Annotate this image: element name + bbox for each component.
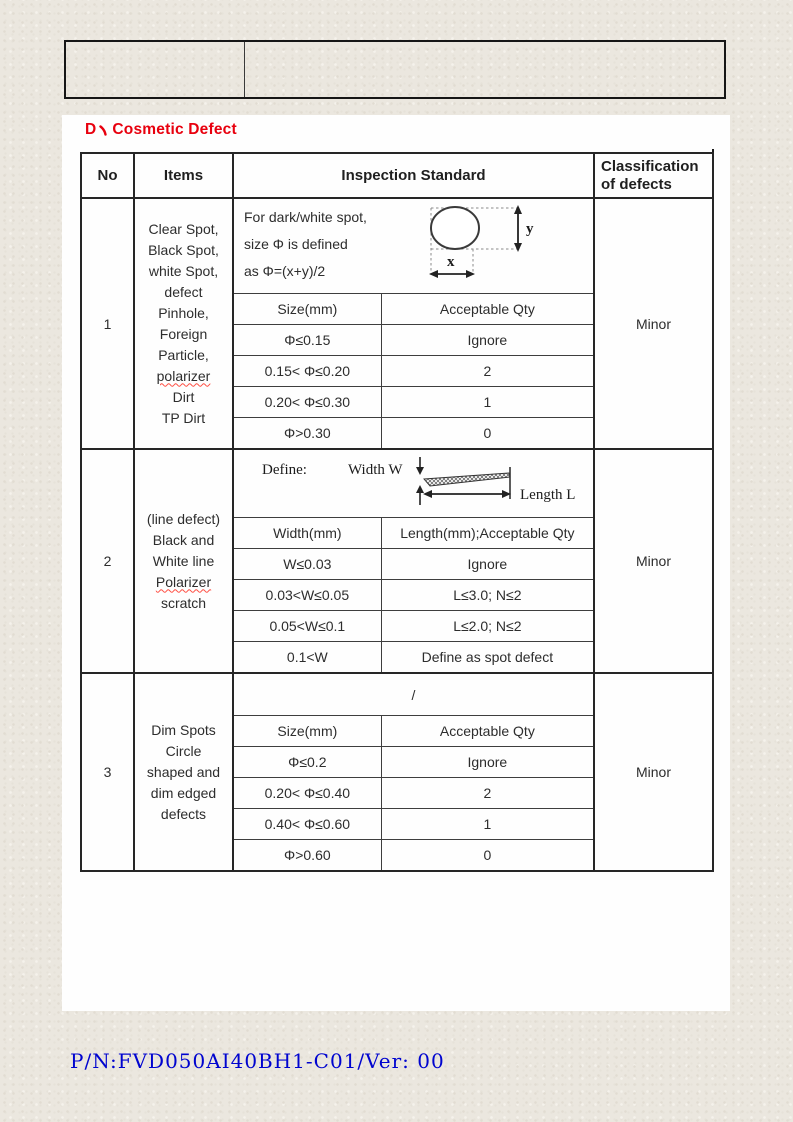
row-inspection-standard: [233, 449, 594, 673]
items-line: polarizer: [156, 367, 211, 384]
items-line: Particle,: [158, 346, 209, 363]
section-title-prefix: D: [85, 121, 97, 138]
row-items: [134, 673, 233, 871]
y-label: y: [526, 221, 534, 237]
sub-header-qty: Acceptable Qty: [381, 294, 593, 325]
document-header-box: [64, 40, 726, 99]
sub-header-row: [234, 716, 593, 747]
acceptable-qty: 0: [381, 418, 593, 449]
row-items: [134, 198, 233, 449]
ideographic-comma-icon: [98, 124, 109, 137]
width-range: 0.05<W≤0.1: [234, 611, 381, 642]
items-line: Polarizer: [155, 573, 212, 590]
items-line: Dirt: [172, 388, 195, 405]
items-line: scratch: [160, 594, 207, 611]
dim-spot-criteria-table: [234, 674, 593, 870]
acceptable-qty: L≤3.0; N≤2: [381, 580, 593, 611]
row-number: 3: [81, 673, 134, 871]
sub-row: [234, 809, 593, 840]
items-line: Black and: [152, 531, 215, 548]
col-header-items: Items: [134, 153, 233, 198]
width-label: Width W: [348, 462, 403, 478]
acceptable-qty: 1: [381, 809, 593, 840]
items-line: dim edged: [150, 784, 217, 801]
note-line: size Φ is defined: [244, 236, 348, 252]
items-line: TP Dirt: [161, 409, 206, 426]
sub-row: [234, 356, 593, 387]
width-range: 0.03<W≤0.05: [234, 580, 381, 611]
sub-row: [234, 549, 593, 580]
size-range: Φ>0.60: [234, 840, 381, 871]
size-range: Φ≤0.15: [234, 325, 381, 356]
acceptable-qty: Define as spot defect: [381, 642, 593, 673]
row-inspection-standard: [233, 198, 594, 449]
sub-row: [234, 325, 593, 356]
sub-row: [234, 387, 593, 418]
items-line: Pinhole,: [158, 304, 209, 321]
note-line: For dark/white spot,: [244, 209, 367, 225]
items-line: Circle: [165, 742, 202, 759]
items-line: (line defect): [146, 510, 221, 527]
length-label: Length L: [520, 487, 576, 503]
section-title-text: Cosmetic Defect: [112, 121, 237, 138]
section-title: [85, 121, 237, 139]
size-range: 0.40< Φ≤0.60: [234, 809, 381, 840]
sub-header-row: [234, 518, 593, 549]
row-number: 2: [81, 449, 134, 673]
sub-row: [234, 418, 593, 449]
acceptable-qty: L≤2.0; N≤2: [381, 611, 593, 642]
items-line: Clear Spot,: [148, 220, 219, 237]
row-inspection-standard: [233, 673, 594, 871]
items-line: defects: [160, 805, 207, 822]
header-box-divider: [244, 42, 245, 97]
col-header-no: No: [81, 153, 134, 198]
sub-row: [234, 778, 593, 809]
sub-header-qty: Acceptable Qty: [381, 716, 593, 747]
sub-row: [234, 611, 593, 642]
document-page: [62, 115, 730, 1011]
slash-cell: /: [234, 674, 593, 716]
table-row: [81, 673, 713, 871]
line-definition-area: [234, 450, 593, 518]
cosmetic-defect-table: [80, 152, 714, 872]
note-line: as Φ=(x+y)/2: [244, 263, 326, 279]
acceptable-qty: Ignore: [381, 549, 593, 580]
table-row: [81, 449, 713, 673]
size-range: Φ≤0.2: [234, 747, 381, 778]
width-range: W≤0.03: [234, 549, 381, 580]
sub-header-length-qty: Length(mm);Acceptable Qty: [381, 518, 593, 549]
row-classification: Minor: [594, 673, 713, 871]
scratch-definition-diagram: [258, 453, 594, 515]
col-header-classification: Classification of defects: [594, 153, 713, 198]
items-line: shaped and: [146, 763, 221, 780]
line-criteria-table: [234, 518, 593, 672]
size-range: 0.20< Φ≤0.40: [234, 778, 381, 809]
items-line: Foreign: [159, 325, 208, 342]
sub-row: [234, 674, 593, 716]
size-range: 0.15< Φ≤0.20: [234, 356, 381, 387]
spot-definition-note: [234, 199, 367, 293]
row-items: [134, 449, 233, 673]
items-line: Dim Spots: [151, 721, 216, 738]
spot-definition-area: [234, 199, 593, 294]
acceptable-qty: Ignore: [381, 747, 593, 778]
width-range: 0.1<W: [234, 642, 381, 673]
acceptable-qty: 0: [381, 840, 593, 871]
acceptable-qty: Ignore: [381, 325, 593, 356]
row-classification: Minor: [594, 198, 713, 449]
items-line: defect: [164, 283, 203, 300]
sub-row: [234, 840, 593, 871]
define-label: Define:: [262, 462, 307, 478]
table-header-row: [81, 153, 713, 198]
table-row: [81, 198, 713, 449]
size-range: 0.20< Φ≤0.30: [234, 387, 381, 418]
spot-size-diagram: [421, 202, 571, 286]
part-number-footer: P/N:FVD050AI40BH1-C01/Ver: 00: [70, 1049, 445, 1073]
sub-row: [234, 747, 593, 778]
sub-header-size: Size(mm): [234, 716, 381, 747]
spot-criteria-table: [234, 294, 593, 448]
sub-row: [234, 642, 593, 673]
row-number: 1: [81, 198, 134, 449]
sub-header-width: Width(mm): [234, 518, 381, 549]
sub-header-size: Size(mm): [234, 294, 381, 325]
col-header-inspection-standard: Inspection Standard: [233, 153, 594, 198]
acceptable-qty: 2: [381, 778, 593, 809]
sub-row: [234, 580, 593, 611]
row-classification: Minor: [594, 449, 713, 673]
acceptable-qty: 1: [381, 387, 593, 418]
sub-header-row: [234, 294, 593, 325]
items-line: Black Spot,: [148, 241, 219, 258]
items-line: white Spot,: [148, 262, 219, 279]
x-label: x: [447, 254, 455, 270]
items-line: White line: [152, 552, 215, 569]
size-range: Φ>0.30: [234, 418, 381, 449]
acceptable-qty: 2: [381, 356, 593, 387]
